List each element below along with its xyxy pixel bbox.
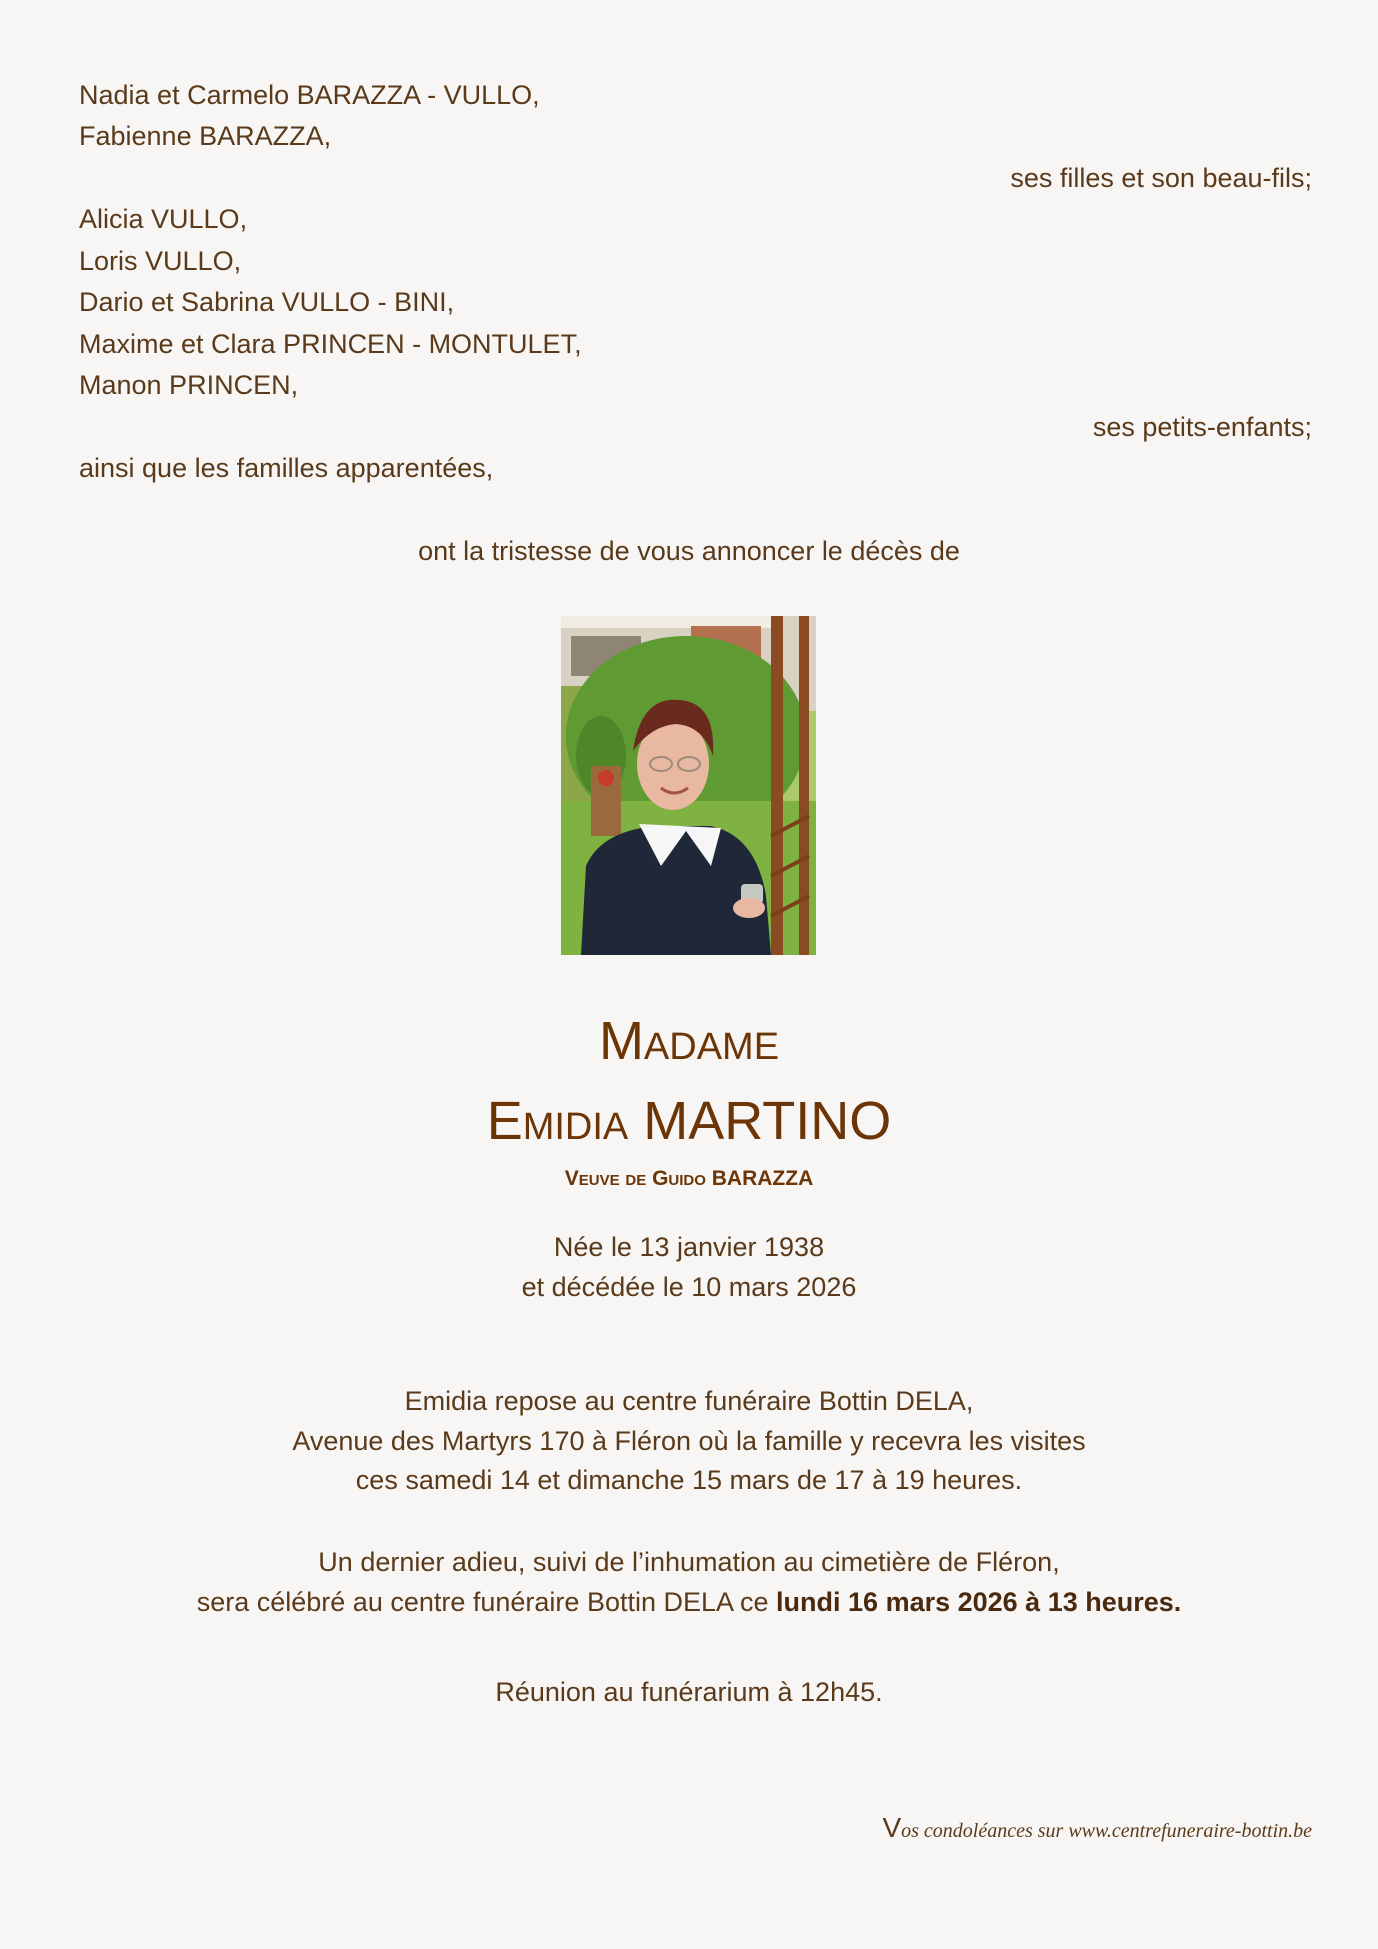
- ceremony-line-2: [0, 1585, 1378, 1619]
- footer-initial: V: [882, 1812, 902, 1843]
- ceremony-line: Un dernier adieu, suivi de l’inhumation au cimetière de Fléron,: [318, 1547, 1060, 1577]
- death-date: et décédée le 10 mars 2026: [521, 1272, 857, 1302]
- visitation-line: Emidia repose au centre funéraire Bottin DELA,: [404, 1386, 974, 1416]
- announcement: ont la tristesse de vous annoncer le décès de: [418, 536, 960, 566]
- deceased-title: Madame: [598, 1011, 780, 1071]
- relation-label: ses filles et son beau-fils;: [1010, 163, 1312, 193]
- family-line: Dario et Sabrina VULLO - BINI,: [79, 287, 455, 317]
- family-line: Alicia VULLO,: [79, 204, 248, 234]
- family-line: Nadia et Carmelo BARAZZA - VULLO,: [79, 80, 540, 110]
- family-line: Maxime et Clara PRINCEN - MONTULET,: [79, 329, 582, 359]
- birth-date: Née le 13 janvier 1938: [553, 1232, 825, 1262]
- deceased-name: Emidia MARTINO: [486, 1091, 892, 1151]
- family-line: Manon PRINCEN,: [79, 370, 299, 400]
- visitation-line: ces samedi 14 et dimanche 15 mars de 17 à 19 heures.: [355, 1465, 1023, 1495]
- ceremony-datetime: lundi 16 mars 2026 à 13 heures.: [776, 1587, 1182, 1617]
- visitation-line: Avenue des Martyrs 170 à Fléron où la famille y recevra les visites: [292, 1426, 1086, 1456]
- reunion-line: Réunion au funérarium à 12h45.: [495, 1677, 883, 1707]
- portrait-photo: [561, 616, 816, 955]
- relation-label: ses petits-enfants;: [1092, 412, 1312, 442]
- footer-text: os condoléances sur www.centrefuneraire-bottin.be: [901, 1820, 1312, 1842]
- widow-of: Veuve de Guido BARAZZA: [564, 1167, 814, 1190]
- families-line: ainsi que les familles apparentées,: [79, 453, 494, 483]
- ceremony-text: sera célébré au centre funéraire Bottin DELA ce: [196, 1587, 777, 1617]
- family-line: Loris VULLO,: [79, 246, 242, 276]
- condolences-footer: [882, 1812, 1312, 1844]
- family-line: Fabienne BARAZZA,: [79, 121, 332, 151]
